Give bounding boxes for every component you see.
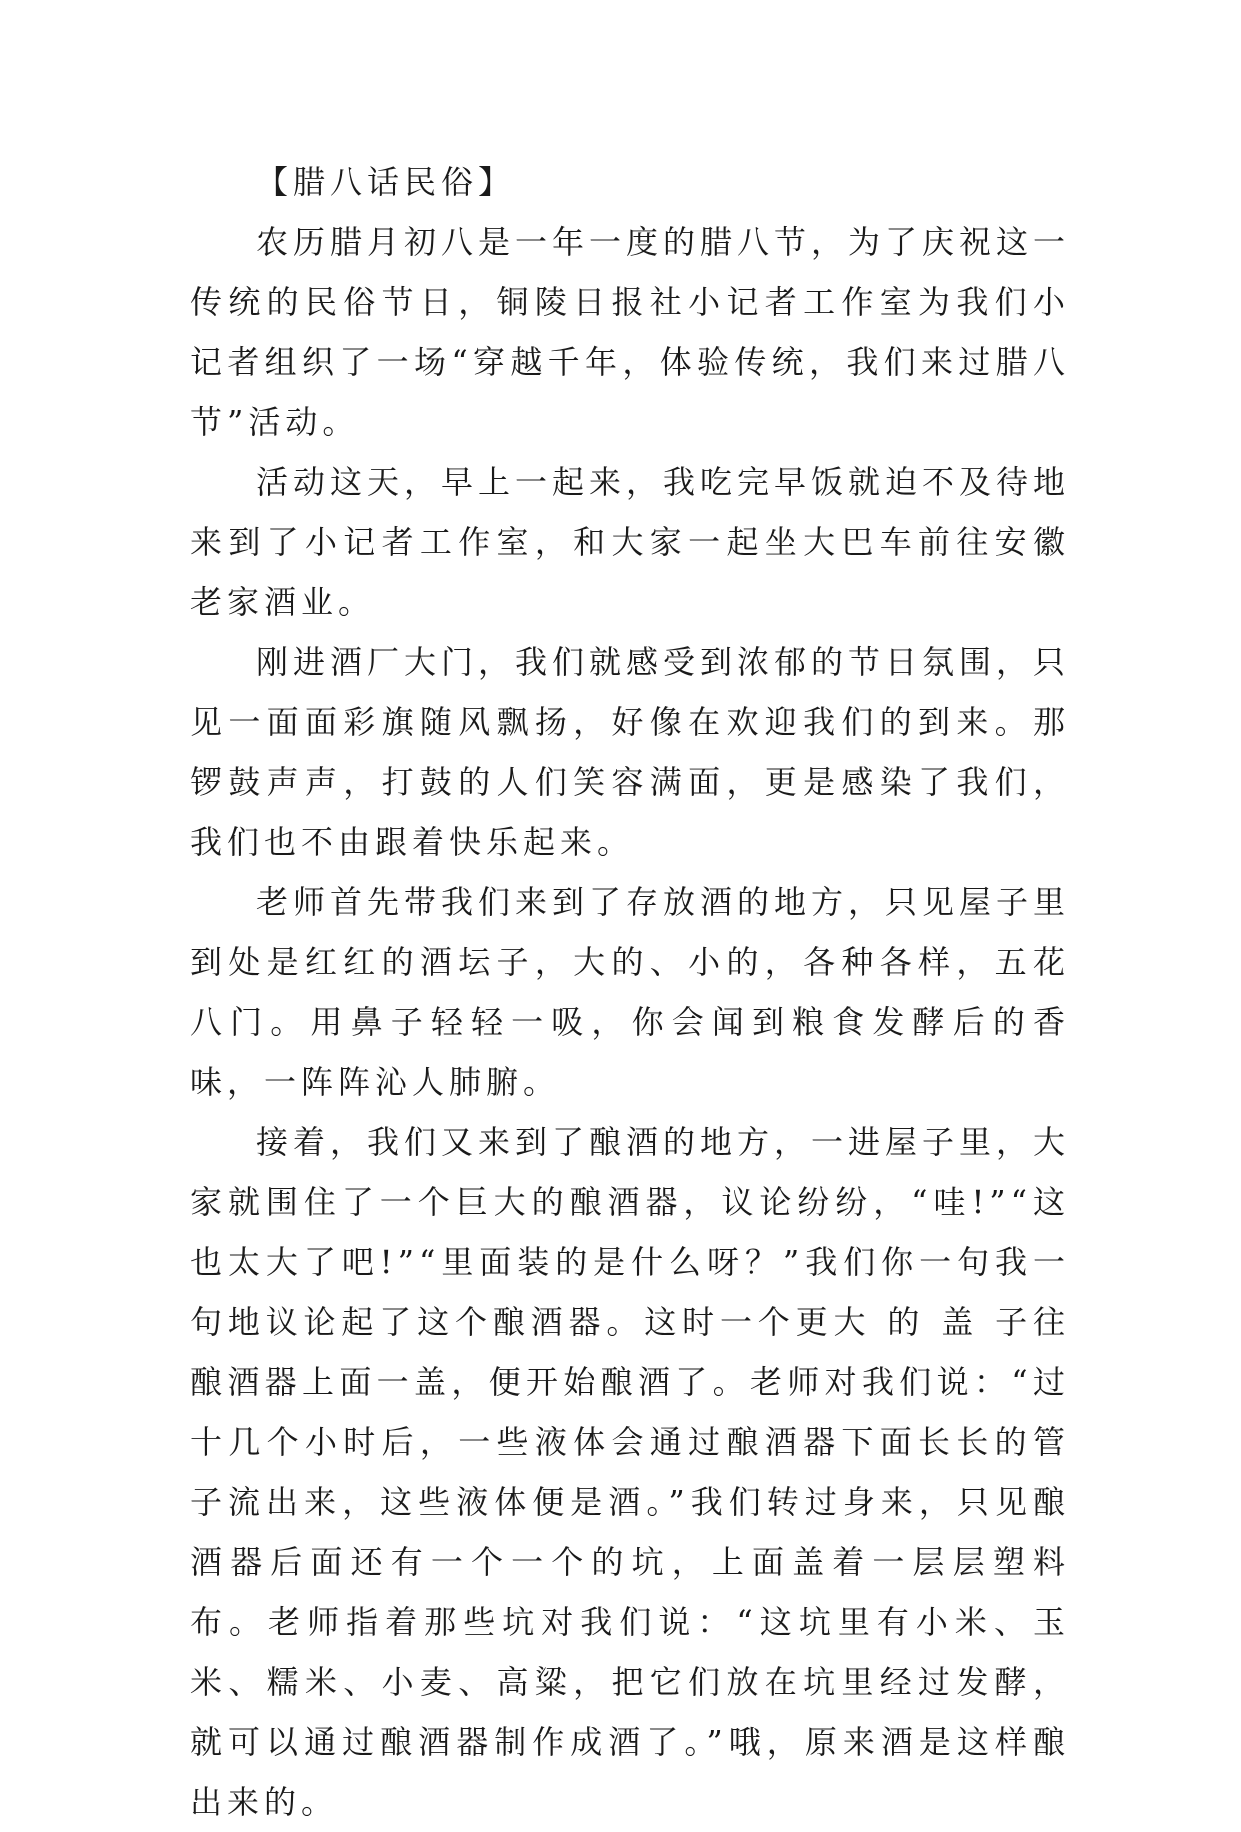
- document-title: 【腊八话民俗】: [256, 163, 516, 201]
- paragraph-morning: 活动这天，早上一起来，我吃完早饭就迫不及待地来到了小记者工作室，和大家一起坐大巴车前往安徽老家酒业。: [190, 463, 1071, 621]
- document-body: [190, 152, 1070, 1832]
- paragraph-storage: 老师首先带我们来到了存放酒的地方，只见屋子里到处是红红的酒坛子，大的、小的，各种各样，五花八门。用鼻子轻轻一吸，你会闻到粮食发酵后的香味，一阵阵沁人肺腑。: [190, 883, 1071, 1101]
- paragraph-entrance: 刚进酒厂大门，我们就感受到浓郁的节日氛围，只见一面面彩旗随风飘扬，好像在欢迎我们的到来。那锣鼓声声，打鼓的人们笑容满面，更是感染了我们，我们也不由跟着快乐起来。: [190, 643, 1071, 861]
- paragraph-brewing: 接着，我们又来到了酿酒的地方，一进屋子里，大家就围住了一个巨大的酿酒器，议论纷纷，“哇!”“这也太大了吧!”“里面装的是什么呀？”我们你一句我一句地议论起了这个酿酒器。这时一个更大 的 盖 子往酿酒器上面一盖，便开始酿酒了。老师对我们说：“过十几个小时后，一些液体会通过酿酒器下面长长的管子流出来，这些液体便是酒。”我们转过身来，只见酿酒器后面还有一个一个的坑，上面盖着一层层塑料布。老师指着那些坑对我们说：“这坑里有小米、玉米、糯米、小麦、高粱，把它们放在坑里经过发酵，就可以通过酿酒器制作成酒了。”哦，原来酒是这样酿出来的。: [190, 1123, 1071, 1821]
- paragraph-intro: 农历腊月初八是一年一度的腊八节，为了庆祝这一传统的民俗节日，铜陵日报社小记者工作室为我们小记者组织了一场“穿越千年，体验传统，我们来过腊八节”活动。: [190, 223, 1071, 441]
